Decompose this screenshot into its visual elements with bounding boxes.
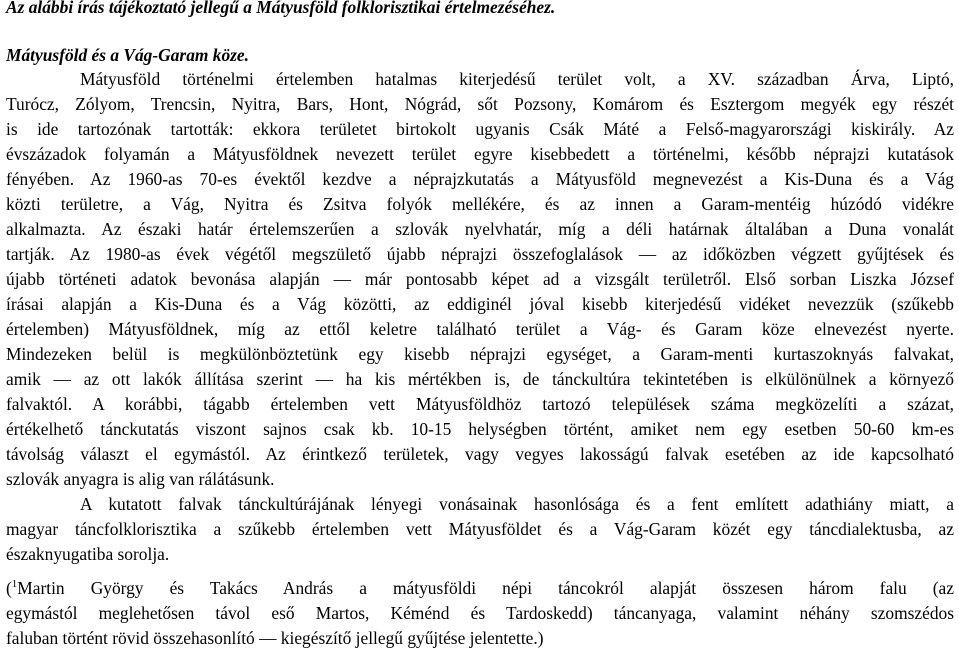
paragraph-line: falvaktól. A korábbi, tágabb értelemben vett Mátyusföldhöz tartozó települések száma megközelíti a százat, (6, 394, 954, 414)
paragraph-line: szlovák anyagra is alig van rálátásunk. (6, 469, 275, 489)
paragraph-line: értékelhető tánckutatás viszont sajnos csak kb. 10-15 helységben történt, amiket nem egy esetben 50-60 km-es (6, 419, 954, 439)
paragraph-line: fényében. Az 1960-as 70-es évektől kezdve a néprajzkutatás a Mátyusföld megnevezést a Kis-Duna és a Vág (6, 169, 954, 189)
paragraph-line: Mátyusföld történelmi értelemben hatalmas kiterjedésű terület volt, a XV. században Árva, Liptó, (80, 69, 954, 89)
paragraph-line: értelemben) Mátyusföldnek, míg az ettől keletre található terület a Vág- és Garam köze elnevezést nyerte. (6, 319, 954, 339)
intro-heading: Az alábbi írás tájékoztató jellegű a Mátyusföld folklorisztikai értelmezéséhez. (6, 0, 556, 17)
paragraph-line: alkalmazta. Az északi határ értelemszerűen a szlovák nyelvhatár, míg a déli határnak általában a Duna vonalát (6, 219, 954, 239)
paragraph-line: magyar táncfolklorisztika a szűkebb értelemben vett Mátyusföldet és a Vág-Garam közét egy táncdialektusba, az (6, 519, 954, 539)
footnote-line: egymástól meglehetősen távol eső Martos, Kéménd és Tardoskedd) táncanyaga, valamint néhány szomszédos (6, 603, 954, 623)
paragraph-line: tartják. Az 1980-as évek végétől megszülető újabb néprajzi összefoglalások — az időközben végzett gyűjtések és (6, 244, 954, 264)
section-title: Mátyusföld és a Vág-Garam köze. (6, 45, 249, 65)
paragraph-line: A kutatott falvak tánckultúrájának lényegi vonásainak hasonlósága és a fent említett adathiány miatt, a (80, 494, 954, 514)
paragraph-line: Mindezeken belül is megkülönböztetünk egy kisebb néprajzi egységet, a Garam-menti kurtaszoknyás falvakat, (6, 344, 954, 364)
paragraph-line: távolság választ el egymástól. Az érintkező területek, vagy vegyes lakosságú falvak esetében az ide kapcsolható (6, 444, 954, 464)
paragraph-line: újabb történeti adatok bevonása alapján — már pontosabb képet ad a vizsgált területről. Első sorban Liszka József (6, 269, 954, 289)
paragraph-line: amik — az ott lakók állítása szerint — ha kis mértékben is, de tánckultúra tekintetében is elkülönülnek a környező (6, 369, 954, 389)
paragraph-line: évszázadok folyamán a Mátyusföldnek nevezett terület egyre kisebbedett a történelmi, később néprajzi kutatások (6, 144, 954, 164)
paragraph-line: írásai alapján a Kis-Duna és a Vág közötti, az eddiginél jóval kisebb kiterjedésű vidéket nevezzük (szűkebb (6, 294, 954, 314)
footnote-marker: 1 (11, 578, 18, 591)
paragraph-line: közti területre, a Vág, Nyitra és Zsitva folyók mellékére, és az innen a Garam-mentéig húzódó vidékre (6, 194, 954, 214)
paragraph-line: is ide tartozónak tartották: ekkora területet birtokolt ugyanis Csák Máté a Felső-magyarországi kiskirály. Az (6, 119, 954, 139)
footnote-line (6, 577, 954, 599)
footnote-text: Martin György és Takács András a mátyusföldi népi táncokról alapját összesen három falu (az (17, 578, 954, 598)
footnote-line: faluban történt rövid összehasonlító — kiegészítő jellegű gyűjtése jelentette.) (6, 628, 544, 648)
paragraph-line: Turócz, Zólyom, Trencsin, Nyitra, Bars, Hont, Nógrád, sőt Pozsony, Komárom és Esztergom megyék egy részét (6, 94, 954, 114)
footnote-open-paren: ( (6, 578, 12, 598)
paragraph-line: északnyugatiba sorolja. (6, 544, 170, 564)
